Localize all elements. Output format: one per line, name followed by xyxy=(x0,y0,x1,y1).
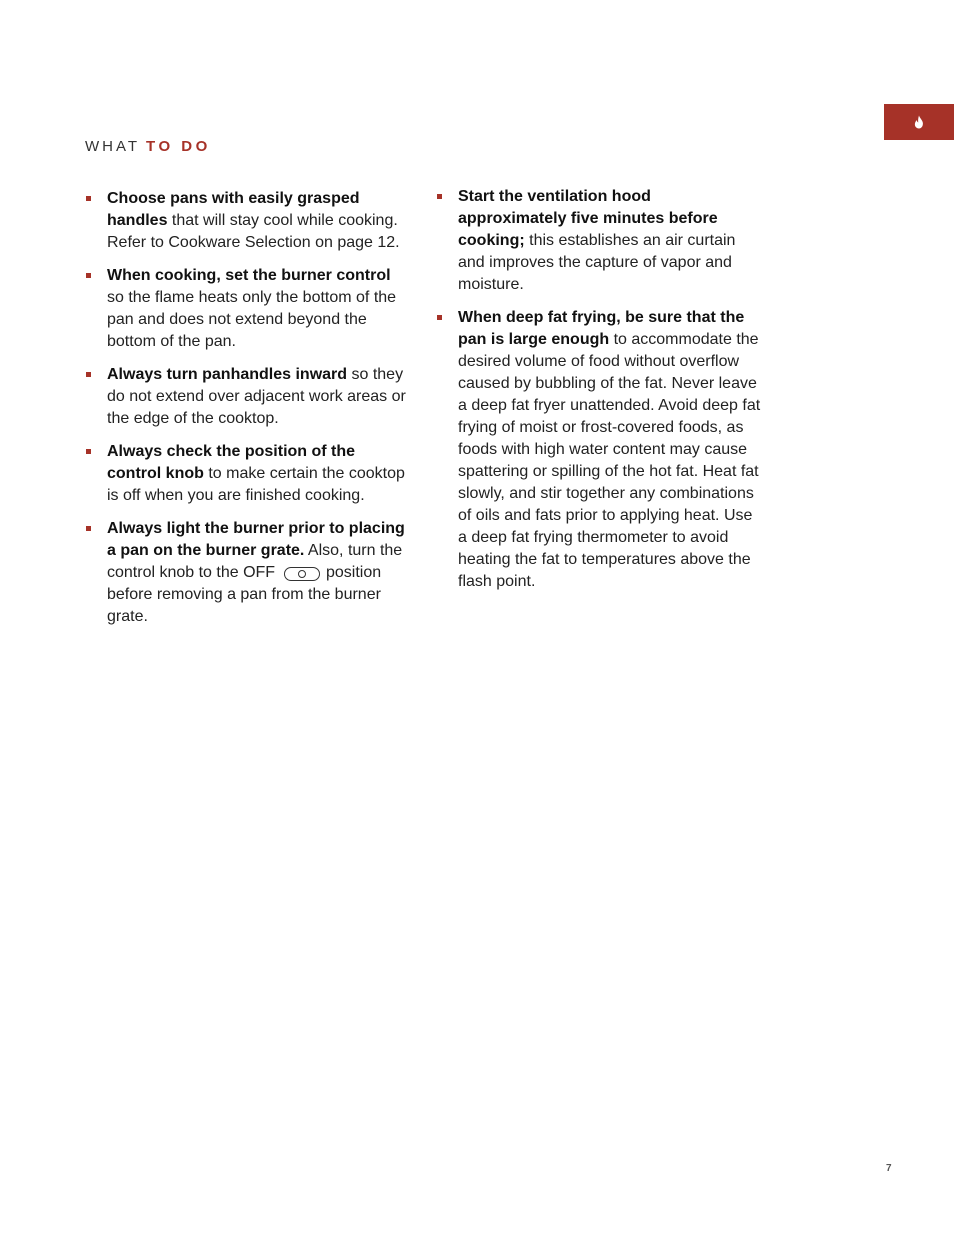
item-text: Also, turn the control knob to the OFF xyxy=(107,542,403,581)
heading-accent: TO DO xyxy=(146,138,211,155)
bullet-square-icon xyxy=(437,315,442,320)
section-tab xyxy=(884,104,954,140)
left-column-list xyxy=(86,188,408,639)
list-item xyxy=(86,441,408,507)
item-bold-text: Always turn panhandles inward xyxy=(107,366,348,383)
list-item xyxy=(86,265,408,353)
item-text: that will stay cool while cooking. Refer to Cookware Selection on page 12. xyxy=(107,212,400,251)
item-text: so they do not extend over adjacent work areas or the edge of the cooktop. xyxy=(107,366,406,427)
item-text: so the flame heats only the bottom of the pan and does not extend beyond the bottom of the pan. xyxy=(107,289,397,350)
list-item xyxy=(437,307,762,593)
list-item xyxy=(86,188,408,254)
item-bold-text: Always check the position of the control knob xyxy=(107,443,356,482)
flame-icon xyxy=(913,115,925,129)
bullet-square-icon xyxy=(86,273,91,278)
list-item xyxy=(86,364,408,430)
item-text: this establishes an air curtain and improves the capture of vapor and moisture. xyxy=(458,232,736,293)
item-bold-text: When deep fat frying, be sure that the pan is large enough xyxy=(458,309,745,348)
bullet-square-icon xyxy=(86,526,91,531)
section-heading xyxy=(85,138,211,155)
heading-prefix: WHAT xyxy=(85,138,141,155)
page-number: 7 xyxy=(886,1163,892,1174)
item-bold-text: Choose pans with easily grasped handles xyxy=(107,190,360,229)
bullet-square-icon xyxy=(86,372,91,377)
item-bold-text: Start the ventilation hood approximately five minutes before cooking; xyxy=(458,188,718,249)
right-column-list xyxy=(437,186,762,604)
item-bold-text: When cooking, set the burner control xyxy=(107,267,391,284)
bullet-square-icon xyxy=(86,196,91,201)
item-text: position before removing a pan from the burner grate. xyxy=(107,564,382,625)
item-bold-text: Always light the burner prior to placing a pan on the burner grate. xyxy=(107,520,405,559)
item-text: to accommodate the desired volume of food without overflow caused by bubbling of the fat. Never leave a deep fat fryer unattended. Avoid deep fat frying of moist or frost-covered foods, as foods with high water content may cause spattering or spilling of the hot fat. Heat fat slowly, and stir together any combinations of oils and fats prior to applying heat. Use a deep fat frying thermometer to avoid heating the fat to temperatures above the flash point. xyxy=(458,331,761,590)
bullet-square-icon xyxy=(86,449,91,454)
off-position-icon xyxy=(284,567,320,581)
item-text: to make certain the cooktop is off when you are finished cooking. xyxy=(107,465,405,504)
list-item xyxy=(437,186,762,296)
bullet-square-icon xyxy=(437,194,442,199)
list-item xyxy=(86,518,408,628)
